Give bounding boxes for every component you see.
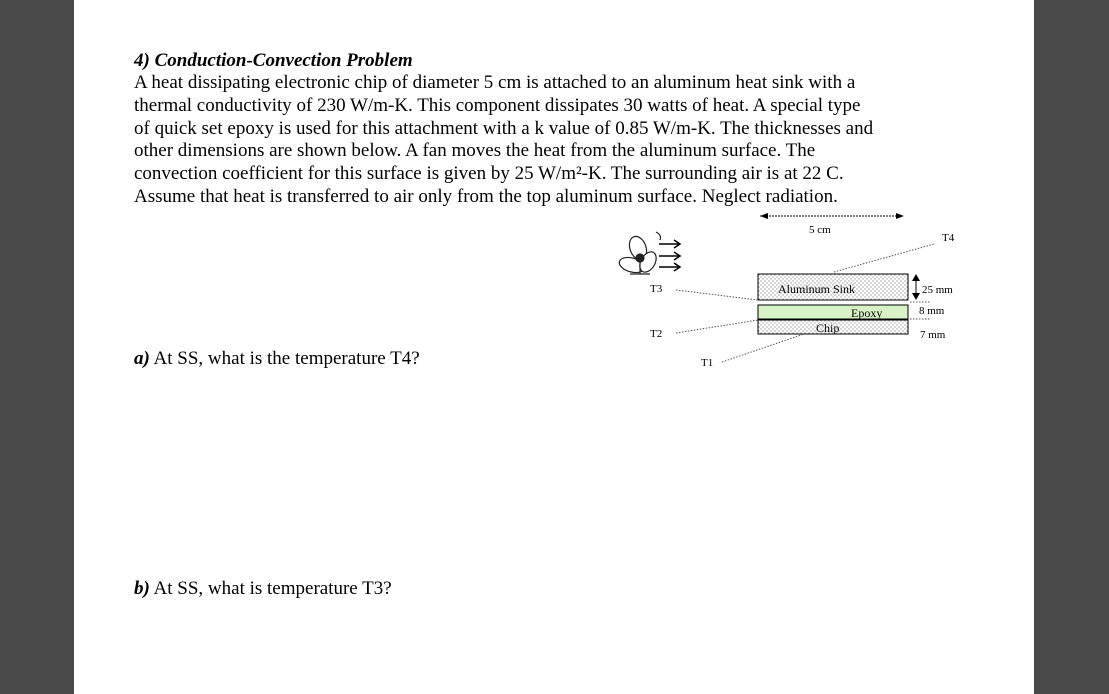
problem-line: convection coefficient for this surface is given by 25 W/m²-K. The surrounding air is at 22 C. xyxy=(134,163,844,185)
t2-label: T2 xyxy=(650,328,663,340)
chip-label: Chip xyxy=(816,321,840,335)
question-b-label: b) xyxy=(134,578,150,599)
problem-line: A heat dissipating electronic chip of diameter 5 cm is attached to an aluminum heat sink with a xyxy=(134,72,856,93)
problem-paragraph xyxy=(134,72,934,209)
heat-sink-diagram xyxy=(564,212,955,377)
question-a-text: At SS, what is the temperature T4? xyxy=(149,348,420,369)
problem-line: of quick set epoxy is used for this attachment with a k value of 0.85 W/m-K. The thicknesses and xyxy=(134,117,874,139)
problem-statement xyxy=(134,50,934,209)
diameter-label: 5 cm xyxy=(809,224,831,236)
diameter-dimension xyxy=(760,213,904,236)
problem-line: Assume that heat is transferred to air only from the top aluminum surface. Neglect radiation. xyxy=(134,185,838,207)
aluminum-thickness: 25 mm xyxy=(922,284,953,296)
aluminum-sink-label: Aluminum Sink xyxy=(778,282,856,296)
thickness-arrow xyxy=(912,274,920,300)
problem-line: other dimensions are shown below. A fan moves the heat from the aluminum surface. The xyxy=(134,140,816,162)
t1-label: T1 xyxy=(701,357,714,369)
question-b xyxy=(134,578,392,600)
epoxy-label: Epoxy xyxy=(851,306,883,320)
chip-thickness: 7 mm xyxy=(920,329,946,341)
fan-icon xyxy=(618,232,661,275)
problem-line: thermal conductivity of 230 W/m-K. This component dissipates 30 watts of heat. A special type xyxy=(134,94,861,116)
airflow-arrows xyxy=(659,240,680,271)
t3-label: T3 xyxy=(650,283,663,295)
t4-label: T4 xyxy=(942,232,955,244)
question-b-text: At SS, what is temperature T3? xyxy=(149,578,392,599)
document-page xyxy=(74,0,1034,694)
epoxy-layer xyxy=(758,305,908,319)
epoxy-thickness: 8 mm xyxy=(919,305,945,317)
problem-title: 4) Conduction-Convection Problem xyxy=(134,50,413,71)
question-a xyxy=(134,348,420,370)
question-a-label: a) xyxy=(134,348,150,369)
